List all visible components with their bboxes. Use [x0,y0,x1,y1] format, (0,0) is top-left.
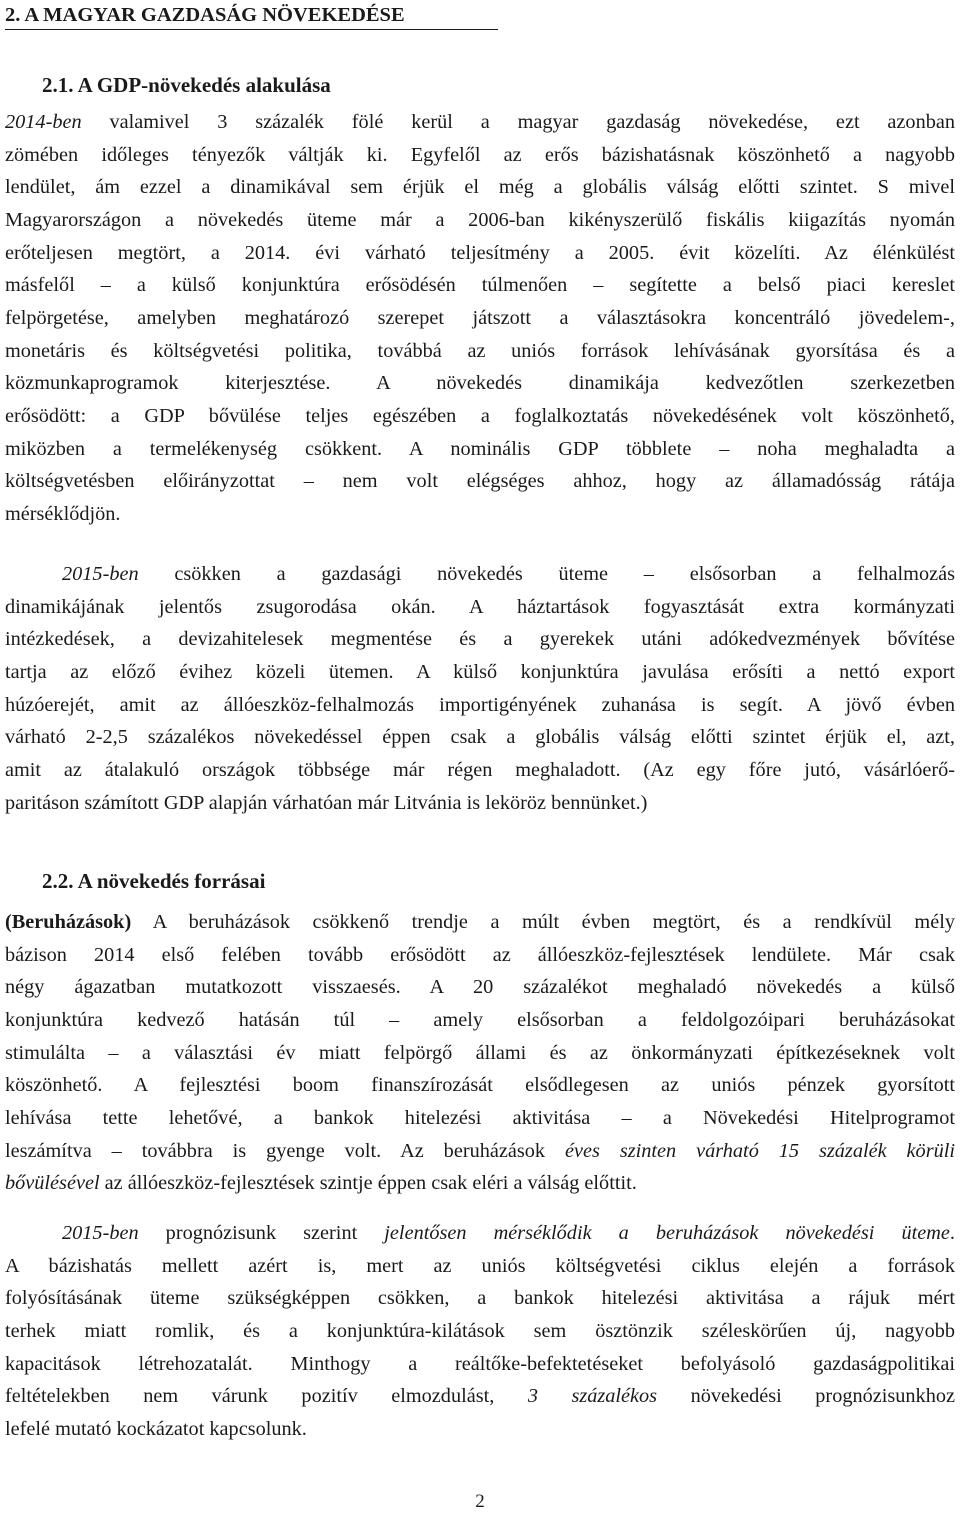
text-line: 2015-ben csökken a gazdasági növekedés üteme – elsősorban a felhalmozás [62,563,955,585]
text-line: feltételekben nem várunk pozitív elmozdulást, 3 százalékos növekedési prognózisunkhoz [5,1385,955,1408]
text-line: húzóerejét, amit az állóeszköz-felhalmozás importigényének zuhanása is segít. A jövő évben [5,693,955,716]
text-line: leszámítva – továbbra is gyenge volt. Az beruházások éves szinten várható 15 százalék körüli [5,1139,955,1162]
text-line: 2015-ben prognózisunk szerint jelentősen mérséklődik a beruházások növekedési üteme. [62,1222,955,1244]
text-line: bővülésével az állóeszköz-fejlesztések szintje éppen csak eléri a válság előttit. [5,1172,637,1195]
text-line: bázison 2014 első felében tovább erősödött az állóeszköz-fejlesztések lendülete. Már csak [5,943,955,966]
text-line: konjunktúra kedvező hatásán túl – amely elsősorban a feldolgozóipari beruházásokat [5,1008,955,1031]
text-line: dinamikájának jelentős zsugorodása okán. A háztartások fogyasztását extra kormányzati [5,595,955,618]
paragraph-gdp-2014 [5,106,955,531]
text-line: (Beruházások) A beruházások csökkenő trendje a múlt évben megtört, és a rendkívül mély [5,911,955,933]
text-line: tartja az előző évihez közeli ütemen. A külső konjunktúra javulása erősíti a nettó export [5,660,955,683]
text-line: stimulálta – a választási év miatt felpörgő állami és az önkormányzati építkezéseknek volt [5,1041,955,1064]
text-line: 2014-ben valamivel 3 százalék fölé kerül a magyar gazdaság növekedése, ezt azonban [5,111,955,133]
text-line: amit az átalakuló országok többsége már régen meghaladott. (Az egy főre jutó, vásárlóerő- [5,758,955,781]
text-line: zömében időleges tényezők váltják ki. Egyfelől az erős bázishatásnak köszönhető a nagyobb [5,143,955,166]
paragraph-investments-2014 [5,906,955,1200]
text-line: mérséklődjön. [5,502,121,525]
text-line: közmunkaprogramok kiterjesztése. A növekedés dinamikája kedvezőtlen szerkezetben [5,372,955,395]
text-line: erőteljesen megtört, a 2014. évi várható teljesítmény a 2005. évit közelíti. Az élénkülést [5,241,955,264]
paragraph-gdp-2015 [5,558,955,819]
text-line: Magyarországon a növekedés üteme már a 2006-ban kikényszerülő fiskális kiigazítás nyomán [5,208,955,231]
text-line: terhek miatt romlik, és a konjunktúra-kilátások sem ösztönzik széleskörűen új, nagyobb [5,1319,955,1342]
text-line: lendület, ám ezzel a dinamikával sem érjük el még a globális válság előtti szintet. S mivel [5,176,955,199]
text-line: négy ágazatban mutatkozott visszaesés. A 20 százalékot meghaladó növekedés a külső [5,976,955,999]
text-line: paritáson számított GDP alapján várhatóan már Litvánia is leköröz bennünket.) [5,791,648,814]
page-number: 2 [475,1491,485,1512]
chapter-heading: 2. A MAGYAR GAZDASÁG NÖVEKEDÉSE [5,2,498,30]
text-line: erősödött: a GDP bővülése teljes egészében a foglalkoztatás növekedésének volt köszönhető, [5,404,955,427]
text-line: monetáris és költségvetési politika, továbbá az uniós források lehívásának gyorsítása és a [5,339,955,362]
section-heading-growth-sources: 2.2. A növekedés forrásai [42,869,266,893]
text-line: folyósításának üteme szükségképpen csökken, a bankok hitelezési aktivitása a rájuk mért [5,1287,955,1310]
text-line: köszönhető. A fejlesztési boom finanszírozását elsődlegesen az uniós pénzek gyorsított [5,1074,955,1097]
text-line: várható 2-2,5 százalékos növekedéssel éppen csak a globális válság előtti szintet érjük el, azt, [5,726,955,749]
text-line: lefelé mutató kockázatot kapcsolunk. [5,1417,307,1440]
section-heading-gdp-growth: 2.1. A GDP-növekedés alakulása [42,73,331,97]
text-line: lehívása tette lehetővé, a bankok hitelezési aktivitása – a Növekedési Hitelprogramot [5,1106,955,1129]
text-line: kapacitások létrehozatalát. Minthogy a reáltőke-befektetéseket befolyásoló gazdaságpolitikai [5,1352,955,1375]
text-line: intézkedések, a devizahitelesek megmentése és a gyerekek utáni adókedvezmények bővítése [5,628,955,651]
text-line: másfelől – a külső konjunktúra erősödésén túlmenően – segítette a belső piaci kereslet [5,274,955,297]
text-line: költségvetésben előirányzottat – nem volt elégséges ahhoz, hogy az államadósság rátája [5,470,955,493]
text-line: felpörgetése, amelyben meghatározó szerepet játszott a választásokra koncentráló jövedelem-, [5,306,955,329]
text-line: miközben a termelékenység csökkent. A nominális GDP többlete – noha meghaladta a [5,437,955,460]
text-line: A bázishatás mellett azért is, mert az uniós költségvetési ciklus elején a források [5,1254,955,1277]
paragraph-investments-2015 [5,1217,955,1446]
